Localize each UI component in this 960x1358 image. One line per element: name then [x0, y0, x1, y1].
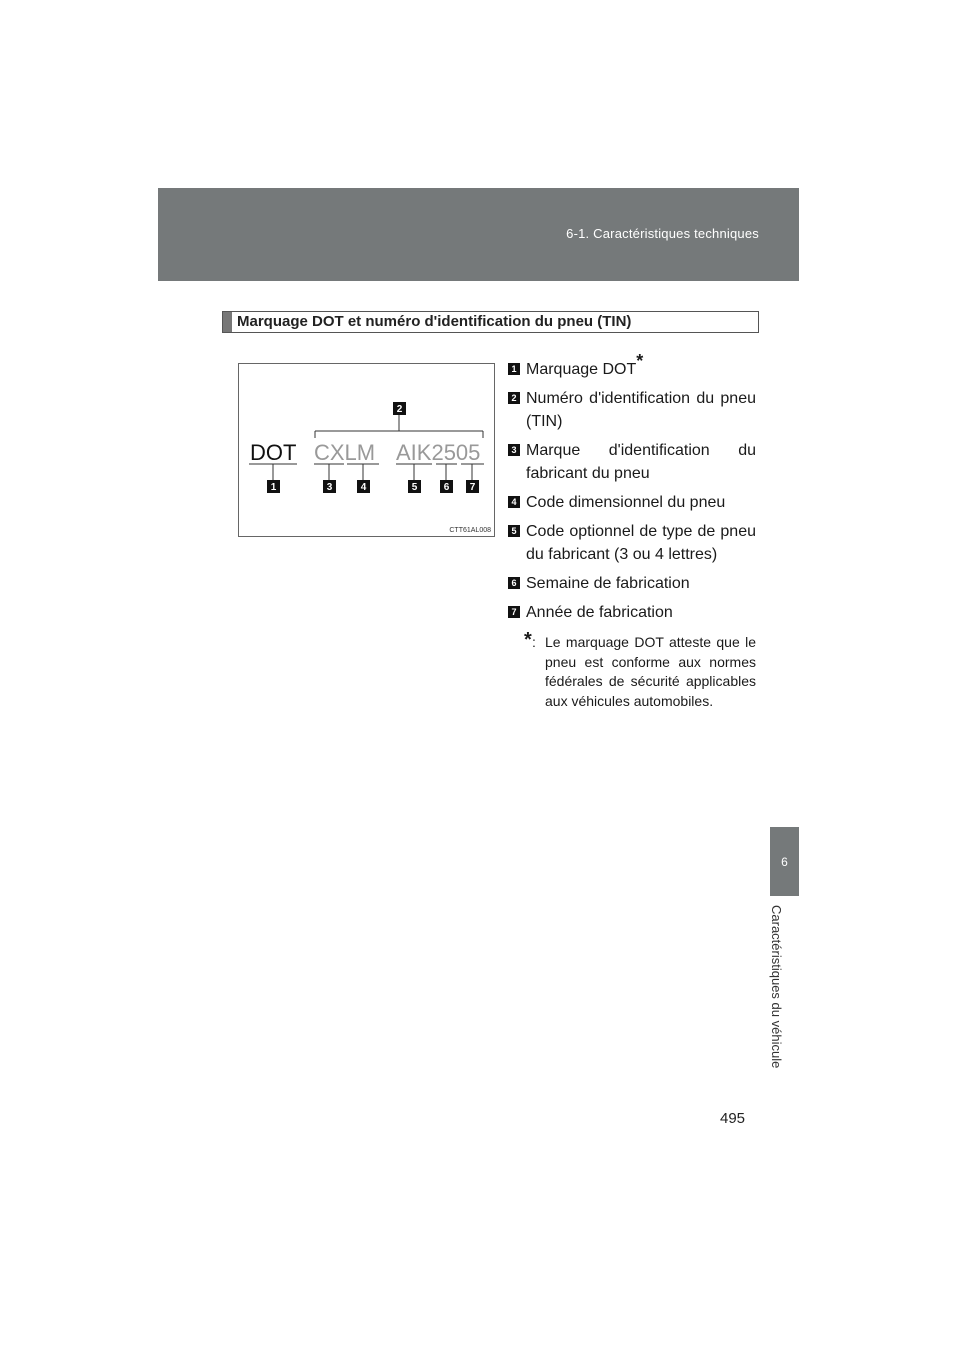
legend-badge-2: 2 [508, 392, 520, 404]
legend-badge-5: 5 [508, 525, 520, 537]
legend-item-4 [508, 491, 756, 514]
legend-badge-1: 1 [508, 363, 520, 375]
section-breadcrumb: 6-1. Caractéristiques techniques [566, 226, 759, 241]
code-aik2505: AIK2505 [396, 440, 481, 465]
legend-item-5 [508, 520, 756, 566]
chapter-label: Caractéristiques du véhicule [769, 905, 784, 1069]
dot-text: DOT [250, 440, 297, 465]
legend-item-7 [508, 601, 756, 624]
callout-label-4: 4 [360, 482, 367, 493]
tire-marking-diagram [239, 364, 496, 538]
chapter-tab [770, 827, 799, 896]
chapter-number: 6 [781, 854, 788, 869]
legend-text-5: Code optionnel de type de pneu du fabricant (3 ou 4 lettres) [526, 523, 756, 563]
footnote [524, 629, 756, 711]
legend-badge-7: 7 [508, 606, 520, 618]
callout-label-3: 3 [326, 482, 333, 493]
callout-label-5: 5 [411, 482, 418, 493]
legend-text-3: Marque d'identification du fabricant du pneu [526, 442, 756, 482]
legend-text-1: Marquage DOT [526, 361, 637, 378]
legend-item-2 [508, 387, 756, 433]
legend-text-2: Numéro d'identification du pneu (TIN) [526, 390, 756, 430]
section-title: Marquage DOT et numéro d'identification du pneu (TIN) [237, 313, 632, 330]
tire-marking-figure [238, 363, 495, 537]
marking-legend-list [508, 351, 756, 630]
legend-badge-4: 4 [508, 496, 520, 508]
footnote-star: * [524, 629, 532, 651]
section-header-bar [223, 312, 232, 332]
legend-text-4: Code dimensionnel du pneu [526, 494, 726, 511]
legend-badge-3: 3 [508, 444, 520, 456]
callout-label-1: 1 [270, 482, 277, 493]
callout-label-7: 7 [469, 482, 476, 493]
callout-label-6: 6 [443, 482, 450, 493]
header-band [158, 188, 799, 281]
footnote-text: Le marquage DOT atteste que le pneu est conforme aux normes fédérales de sécurité applicables aux véhicules automobiles. [545, 634, 756, 709]
legend-badge-6: 6 [508, 577, 520, 589]
legend-text-6: Semaine de fabrication [526, 575, 690, 592]
legend-text-7: Année de fabrication [526, 604, 673, 621]
legend-item-3 [508, 439, 756, 485]
legend-item-1 [508, 351, 756, 381]
legend-item-6 [508, 572, 756, 595]
footnote-colon: : [532, 634, 536, 650]
figure-code: CTT61AL008 [449, 527, 491, 534]
footnote-marker: * [636, 351, 644, 371]
code-cxlm: CXLM [314, 440, 376, 465]
callout-label-2: 2 [396, 404, 403, 415]
page-number: 495 [720, 1110, 746, 1127]
section-header [222, 311, 759, 333]
